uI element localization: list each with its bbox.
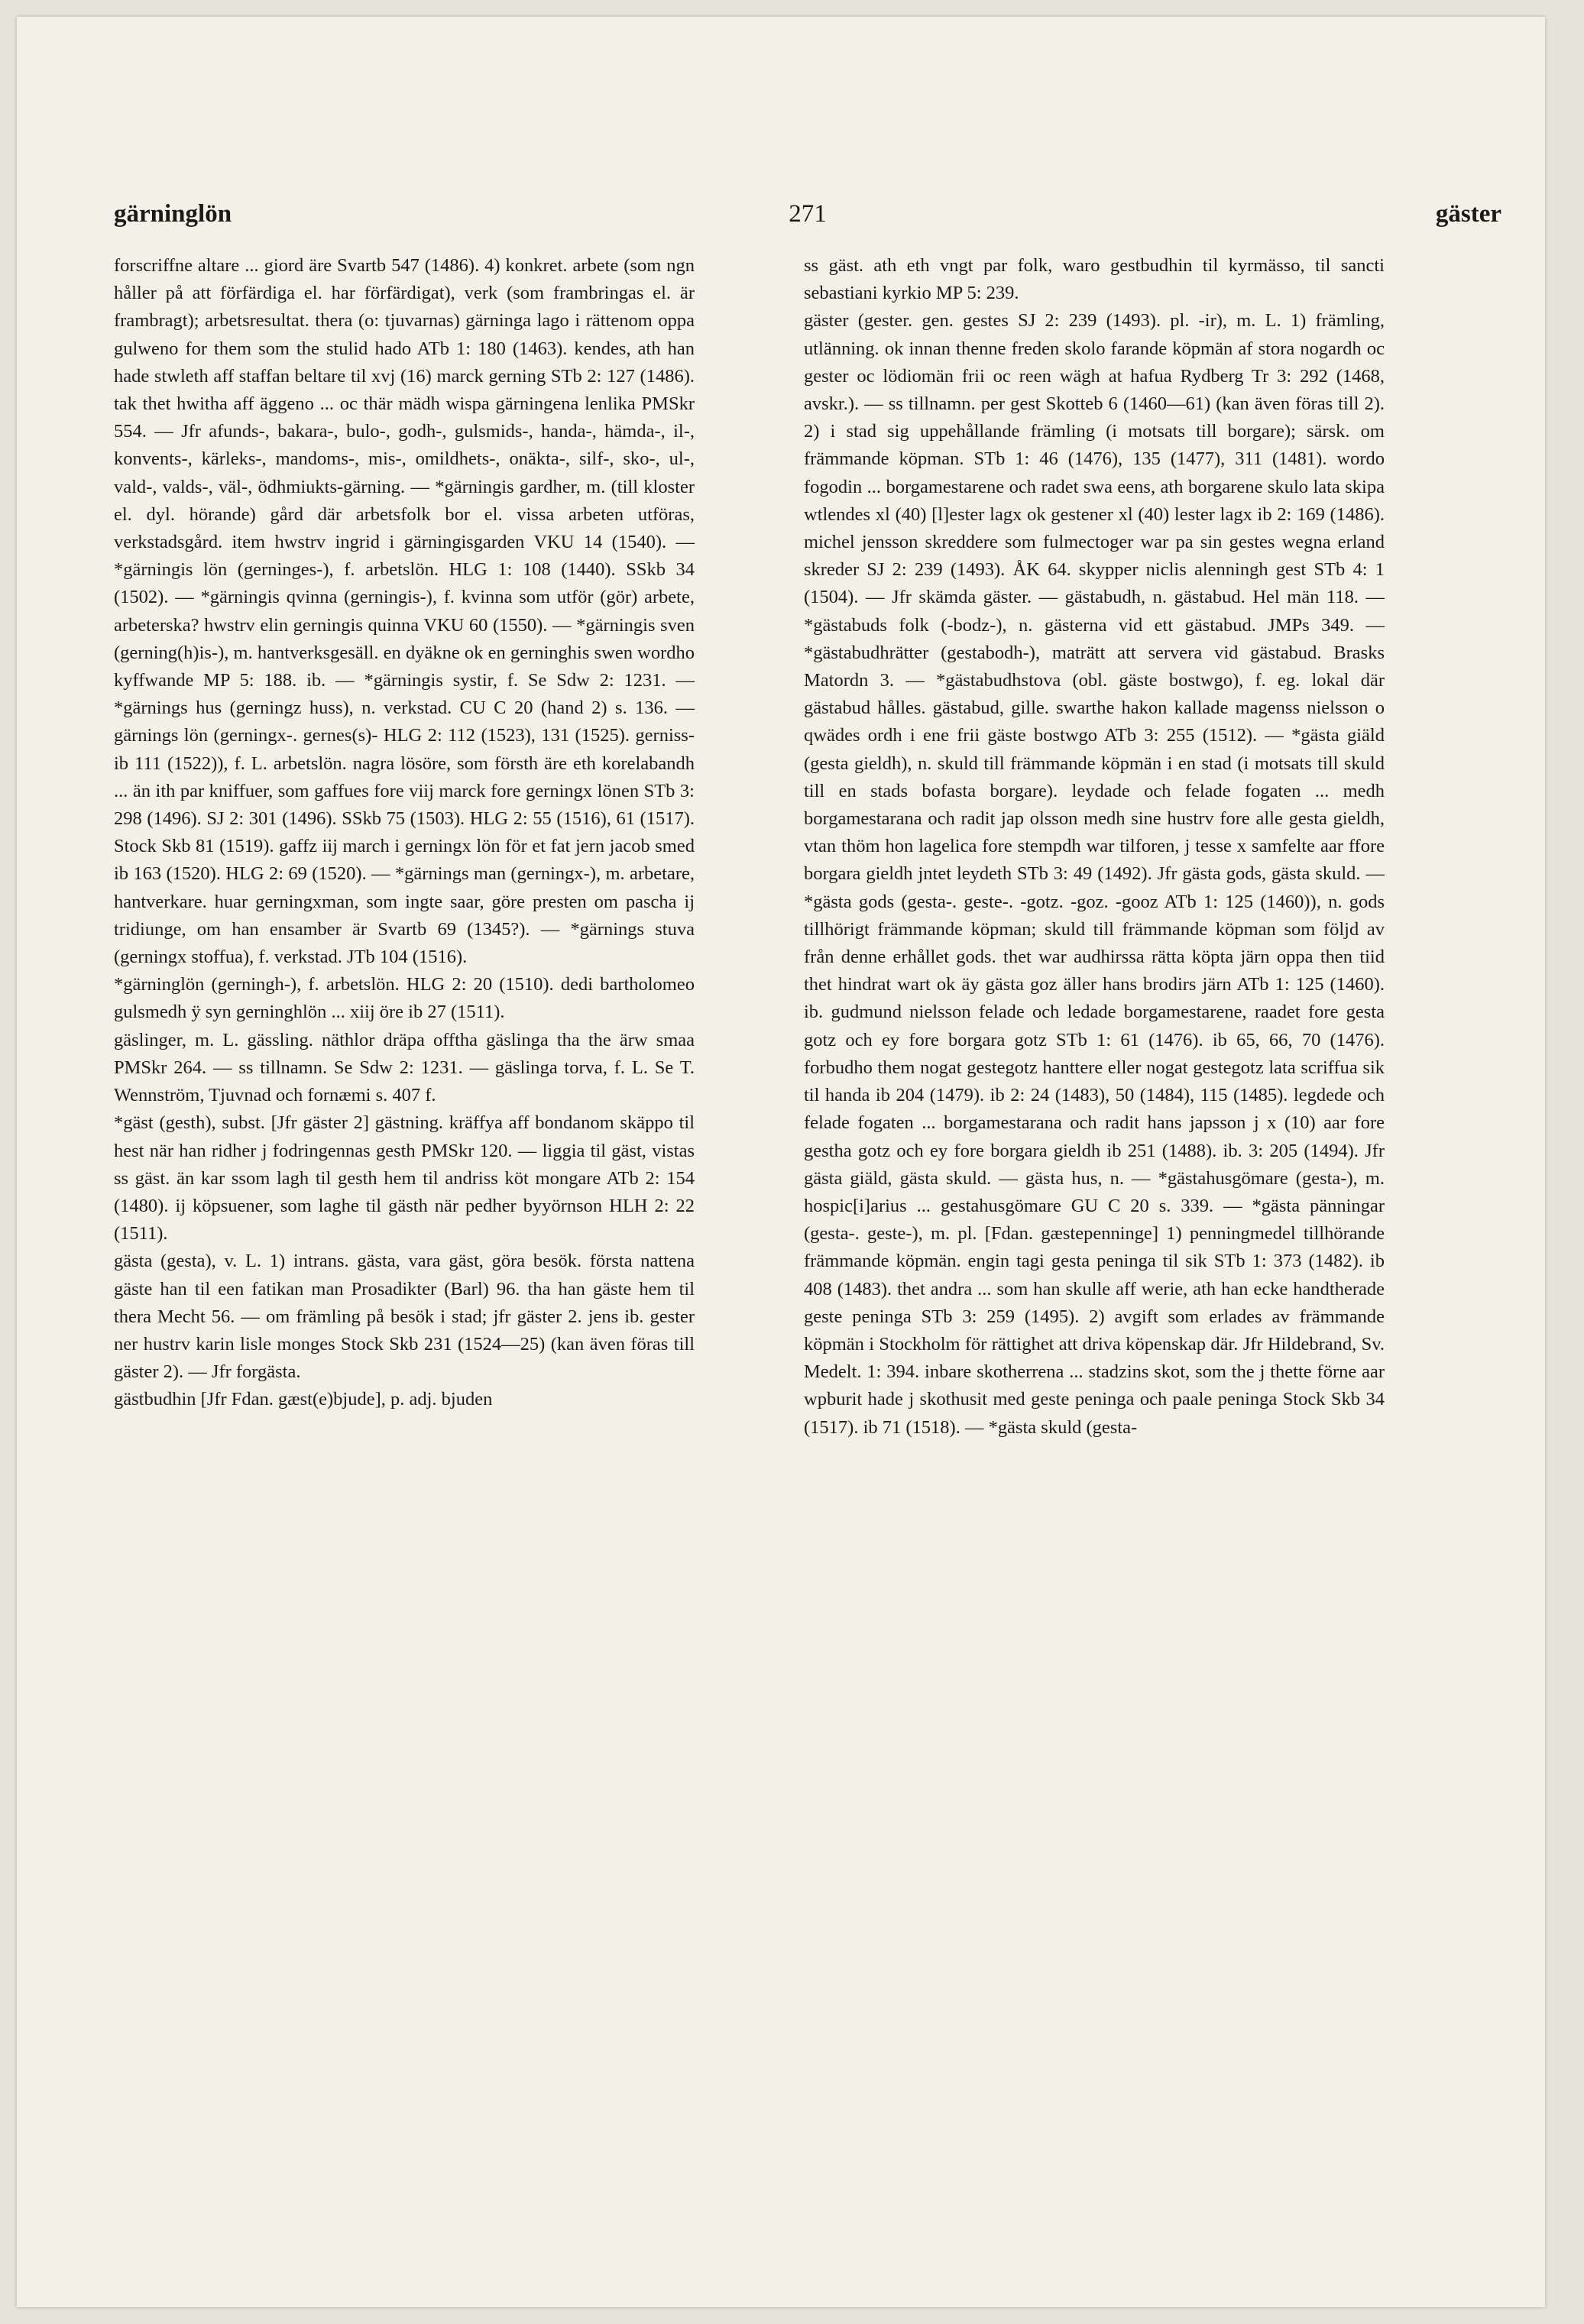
left-column xyxy=(114,252,695,1414)
entry-gäst: *gäst (gesth), subst. [Jfr gäster 2] gästning. kräffya aff bondanom skäppo til hest när han ridher j fodringennas gesth PMSkr 120. — liggia til gäst, vistas ss gäst. än kar ssom lagh til gesth hem til andriss köt mongare ATb 2: 154 (1480). ij köpsuener, som laghe til gästh när pedher byyörnson HLH 2: 22 (1511). xyxy=(114,1112,695,1245)
entry-gästa: gästa (gesta), v. L. 1) intrans. gästa, vara gäst, göra besök. första nattena gäste han til een fatikan man Prosadikter (Barl) 96. tha han gäste hem til thera Mecht 56. — om främling på besök i stad; jfr gäster 2. jens ib. gester ner hustrv karin lisle monges Stock Skb 231 (1524—25) (kan även föras till gäster 2). — Jfr forgästa. xyxy=(114,1251,695,1383)
running-head xyxy=(114,200,1501,238)
right-column xyxy=(804,252,1385,1442)
entry-gärning-continued: forscriffne altare ... giord äre Svartb 547 (1486). 4) konkret. arbete (som ngn håller på att förfärdiga el. har förfärdigat), verk (som frambringas el. är frambragt); arbetsresultat. thera (o: tjuvarnas) gärninga lago i rättenom oppa gulweno for them som the stulid hado ATb 1: 180 (1463). kendes, ath han hade stwleth aff staffan beltare til xvj (16) marck gerning STb 2: 127 (1486). tak thet hwitha aff äggeno ... oc thär mädh wispa gärningena lenlika PMSkr 554. — Jfr afunds-, bakara-, bulo-, godh-, gulsmids-, handa-, hämda-, il-, konvents-, kärleks-, mandoms-, mis-, omildhets-, onäkta-, silf-, sko-, ul-, vald-, valds-, väl-, ödhmiukts-gärning. — *gärningis gardher, m. (till kloster el. dyl. hörande) gård där arbetsfolk bor el. vissa arbeten utföras, verkstadsgård. item hwstrv ingrid i gärningisgarden VKU 14 (1540). — *gärningis lön (gerninges-), f. arbetslön. HLG 1: 108 (1440). SSkb 34 (1502). — *gärningis qvinna (gerningis-), f. kvinna som utför (gör) arbete, arbeterska? hwstrv elin gerningis quinna VKU 60 (1550). — *gärningis sven (gerning(h)is-), m. hantverksgesäll. en dyäkne ok en gerninghis swen wordho kyffwande MP 5: 188. ib. — *gärningis systir, f. Se Sdw 2: 1231. — *gärnings hus (gerningz huss), n. verkstad. CU C 20 (hand 2) s. 136. — gärnings lön (gerningx-. gernes(s)- HLG 2: 112 (1523), 131 (1525). gerniss- ib 111 (1522)), f. L. arbetslön. nagra lösöre, som försth äre eth korelabandh ... än ith par kniffuer, som gaffues fore viij marck fore gerningx lönen STb 3: 298 (1496). SJ 2: 301 (1496). SSkb 75 (1503). HLG 2: 55 (1516), 61 (1517). Stock Skb 81 (1519). gaffz iij march i gerningx lön för et fat jern jacob smed ib 163 (1520). HLG 2: 69 (1520). — *gärnings man (gerningx-), m. arbetare, hantverkare. huar gerningxman, som ingte saar, göre presten om pascha ij tridiunge, om han ensamber är Svartb 69 (1345?). — *gärnings stuva (gerningx stoffua), f. verkstad. JTb 104 (1516). xyxy=(114,255,695,968)
entry-gäster: gäster (gester. gen. gestes SJ 2: 239 (1493). pl. -ir), m. L. 1) främling, utlänning. ok innan thenne freden skolo farande köpmän af stora nogardh oc gester oc lödiomän frii oc reen wägh at hafua Rydberg Tr 3: 292 (1468, avskr.). — ss tillnamn. per gest Skotteb 6 (1460—61) (kan även föras till 2). 2) i stad sig uppehållande främling (i motsats till borgare); särsk. om främmande köpman. STb 1: 46 (1476), 135 (1477), 311 (1481). wordo fogodin ... borgamestarene och radet swa eens, ath borgarene skulo lata skipa wtlendes xl (40) [l]ester lagx ok gestener xl (40) lester lagx ib 2: 169 (1486). michel jensson skreddere som fulmectoger war pa sin gestes wegna erland skreder SJ 2: 239 (1493). ÅK 64. skypper niclis alenningh gest STb 4: 1 (1504). — Jfr skämda gäster. — gästabudh, n. gästabud. Hel män 118. — *gästabuds folk (-bodz-), n. gästerna vid ett gästabud. JMPs 349. — *gästabudhrätter (gestabodh-), maträtt att servera vid gästabud. Brasks Matordn 3. — *gästabudhstova (obl. gäste bostwgo), f. eg. lokal där gästabud hålles. gästabud, gille. swarthe hakon kallade magenss nielsson o qwädes ordh i ene frii gäste bostwgo ATb 3: 255 (1512). — *gästa giäld (gesta gieldh), n. skuld till främmande köpmän i en stad (i motsats till skuld till en stads bofasta borgare). leydade och felade fogaten ... medh borgamestarana och radit jap olsson medh sine hustrv fore alle gesta gieldh, vtan thöm hon lagelica fore stempdh war tilforen, j tesse x samfelte aar ffore borgara gieldh jntet leydeth STb 3: 49 (1492). Jfr gästa gods, gästa skuld. — *gästa gods (gesta-. geste-. -gotz. -goz. -gooz ATb 1: 125 (1460)), n. gods tillhörigt främmande köpman; skuld till främmande köpman som följd av från denne erhållet gods. thet war audhirssa rätta köpta järn oppa then tiid thet hindrat wart ok äy gästa goz äller hans brodirs järn ATb 1: 125 (1460). ib. gudmund nielsson felade och ledade borgamestarene, raadet fore gesta gotz och ey fore borgara gotz STb 1: 61 (1476). ib 65, 66, 70 (1476). forbudho them nogat gestegotz hanttere eller nogat gestegotz lata scriffua sik til handa ib 204 (1479). ib 2: 24 (1483), 50 (1484), 115 (1485). legdede och felade fogaten ... borgamestarana och radit hans japsson j x (10) aar fore gestha gotz och ey fore borgara gieldh ib 251 (1488). ib. 3: 205 (1494). Jfr gästa giäld, gästa skuld. — gästa hus, n. — *gästahusgömare (gesta-), m. hospic[i]arius ... gestahusgömare GU C 20 s. 339. — *gästa pänningar (gesta-. geste-), m. pl. [Fdan. gæstepenninge] 1) penningmedel tillhörande främmande köpmän. engin tagi gesta peninga til sik STb 1: 373 (1482). ib 408 (1483). thet andra ... som han skulle aff werie, ath han ecke handtherade geste peninga STb 3: 259 (1495). 2) avgift som erlades av främmande köpmän i Stockholm för rättighet att driva köpenskap där. Jfr Hildebrand, Sv. Medelt. 1: 394. inbare skotherrena ... stadzins skot, som the j thette förne aar wpburit hade j skothusit med geste peninga och paale peninga Stock Skb 34 (1517). ib 71 (1518). — *gästa skuld (gesta- xyxy=(804,310,1385,1438)
dictionary-page xyxy=(17,17,1545,2307)
entry-gäslinger: gäslinger, m. L. gässling. näthlor dräpa offtha gäslinga tha the ärw smaa PMSkr 264. — ss tillnamn. Se Sdw 2: 1231. — gäslinga torva, f. L. Se T. Wennström, Tjuvnad och fornæmi s. 407 f. xyxy=(114,1029,695,1106)
entry-gärninglön: *gärninglön (gerningh-), f. arbetslön. HLG 2: 20 (1510). dedi bartholomeo gulsmedh ÿ syn gerninghlön ... xiij öre ib 27 (1511). xyxy=(114,974,695,1023)
entry-gästbudhin-continued: ss gäst. ath eth vngt par folk, waro gestbudhin til kyrmässo, til sancti sebastiani kyrkio MP 5: 239. xyxy=(804,255,1385,304)
entry-gästbudhin: gästbudhin [Jfr Fdan. gæst(e)bjude], p. adj. bjuden xyxy=(114,1389,493,1410)
header-right-guideword: gäster xyxy=(1435,200,1501,228)
header-left-guideword: gärninglön xyxy=(114,200,232,228)
page-number: 271 xyxy=(789,200,827,228)
